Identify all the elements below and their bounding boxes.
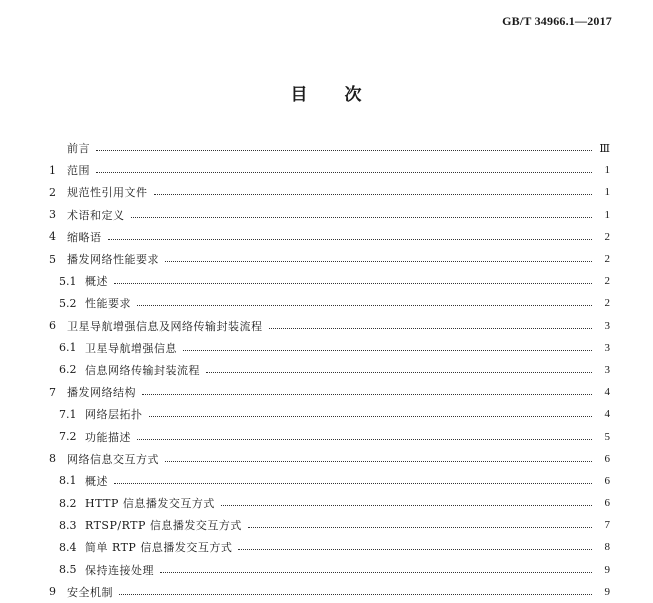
toc-entry-number: 1 [49,163,56,177]
toc-entry-label: 保持连接处理 [85,563,154,577]
toc-entry-label: 性能要求 [85,297,131,311]
toc-entry-label: 播发网络结构 [67,386,136,400]
toc-entry[interactable] [49,359,610,381]
toc-entry-number: 6.1 [59,341,77,355]
toc-entry-page-number: 5 [604,430,610,443]
toc-entry-page-number: 3 [604,363,610,376]
toc-entry[interactable] [49,292,610,314]
toc-entry-page-number: 1 [604,186,610,199]
toc-entry-label: 功能描述 [85,430,131,444]
toc-entry[interactable] [49,248,610,270]
toc-dot-leader [160,571,592,573]
toc-entry-label: 概述 [85,275,108,289]
page-title: 目 次 [290,85,363,105]
toc-entry-label: 范围 [67,164,90,178]
toc-dot-leader [221,504,592,506]
toc-entry[interactable] [49,204,610,226]
toc-entry[interactable] [49,581,610,603]
toc-dot-leader [96,171,592,173]
toc-entry[interactable] [49,514,610,536]
toc-entry[interactable] [49,226,610,248]
toc-dot-leader [137,438,592,440]
toc-entry[interactable] [49,536,610,558]
toc-entry-number: 6.2 [59,363,77,377]
toc-entry[interactable] [49,448,610,470]
toc-entry-page-number: Ⅲ [599,142,610,155]
toc-entry-label: 信息网络传输封装流程 [85,363,200,377]
toc-entry-number: 7.2 [59,430,77,444]
standard-code: GB/T 34966.1—2017 [502,14,612,28]
toc-dot-leader [183,349,592,351]
toc-entry-number: 7.1 [59,407,77,421]
toc-entry-page-number: 7 [604,519,610,532]
toc-dot-leader [137,304,592,306]
toc-entry-number: 9 [49,585,56,599]
toc-dot-leader [142,393,592,395]
toc-entry-number: 5.1 [59,274,77,288]
toc-entry[interactable] [49,492,610,514]
toc-dot-leader [165,460,592,462]
toc-dot-leader [96,149,592,151]
toc-dot-leader [269,327,593,329]
toc-entry-page-number: 2 [604,253,610,266]
toc-entry-number: 2 [49,185,56,199]
toc-entry-page-number: 2 [604,275,610,288]
toc-entry-page-number: 1 [604,208,610,221]
toc-entry-label: 规范性引用文件 [67,186,148,200]
toc-entry-page-number: 3 [604,319,610,332]
toc-entry-label: 缩略语 [67,230,102,244]
toc-entry-label: 卫星导航增强信息及网络传输封装流程 [67,319,263,333]
toc-entry-page-number: 6 [604,474,610,487]
toc-entry[interactable] [49,337,610,359]
toc-entry-number: 5 [49,252,56,266]
table-of-contents [49,137,610,603]
toc-dot-leader [238,548,592,550]
toc-entry-number: 5.2 [59,296,77,310]
toc-entry-number: 8 [49,452,56,466]
toc-entry-number: 4 [49,230,56,244]
toc-dot-leader [165,260,592,262]
toc-entry[interactable] [49,159,610,181]
toc-dot-leader [154,193,593,195]
toc-dot-leader [149,415,593,417]
toc-entry-number: 7 [49,385,56,399]
toc-entry-page-number: 9 [604,563,610,576]
toc-entry-label: 网络层拓扑 [85,408,143,422]
toc-dot-leader [119,593,592,595]
toc-entry-label: 网络信息交互方式 [67,452,159,466]
toc-entry-label: 简单 RTP 信息播发交互方式 [85,541,233,555]
toc-entry[interactable] [49,559,610,581]
toc-entry-page-number: 1 [604,164,610,177]
toc-dot-leader [114,482,592,484]
toc-dot-leader [206,371,592,373]
toc-dot-leader [248,526,592,528]
toc-entry-label: 前言 [67,142,90,156]
toc-dot-leader [108,238,593,240]
toc-entry-page-number: 9 [604,585,610,598]
toc-entry-number: 6 [49,319,56,333]
toc-entry[interactable] [49,381,610,403]
toc-entry[interactable] [49,270,610,292]
toc-entry[interactable] [49,137,610,159]
toc-entry-label: 卫星导航增强信息 [85,341,177,355]
toc-entry-label: 播发网络性能要求 [67,253,159,267]
toc-entry-number: 8.3 [59,518,77,532]
toc-entry-number: 8.5 [59,563,77,577]
toc-entry-page-number: 4 [604,408,610,421]
toc-entry-page-number: 4 [604,386,610,399]
toc-entry-number: 8.1 [59,474,77,488]
toc-entry-label: HTTP 信息播发交互方式 [85,497,215,511]
toc-entry-page-number: 2 [604,230,610,243]
toc-entry-page-number: 2 [604,297,610,310]
toc-entry[interactable] [49,403,610,425]
toc-entry-number: 8.4 [59,540,77,554]
toc-entry[interactable] [49,181,610,203]
toc-entry-label: 概述 [85,474,108,488]
toc-entry-page-number: 8 [604,541,610,554]
toc-entry-label: 安全机制 [67,585,113,599]
toc-dot-leader [131,216,593,218]
toc-dot-leader [114,282,592,284]
toc-entry[interactable] [49,315,610,337]
toc-entry-label: RTSP/RTP 信息播发交互方式 [85,519,242,533]
toc-entry-number: 8.2 [59,496,77,510]
toc-entry-page-number: 6 [604,497,610,510]
toc-entry-label: 术语和定义 [67,208,125,222]
toc-entry[interactable] [49,470,610,492]
toc-entry-number: 3 [49,208,56,222]
toc-entry[interactable] [49,425,610,447]
toc-entry-page-number: 6 [604,452,610,465]
toc-entry-page-number: 3 [604,341,610,354]
